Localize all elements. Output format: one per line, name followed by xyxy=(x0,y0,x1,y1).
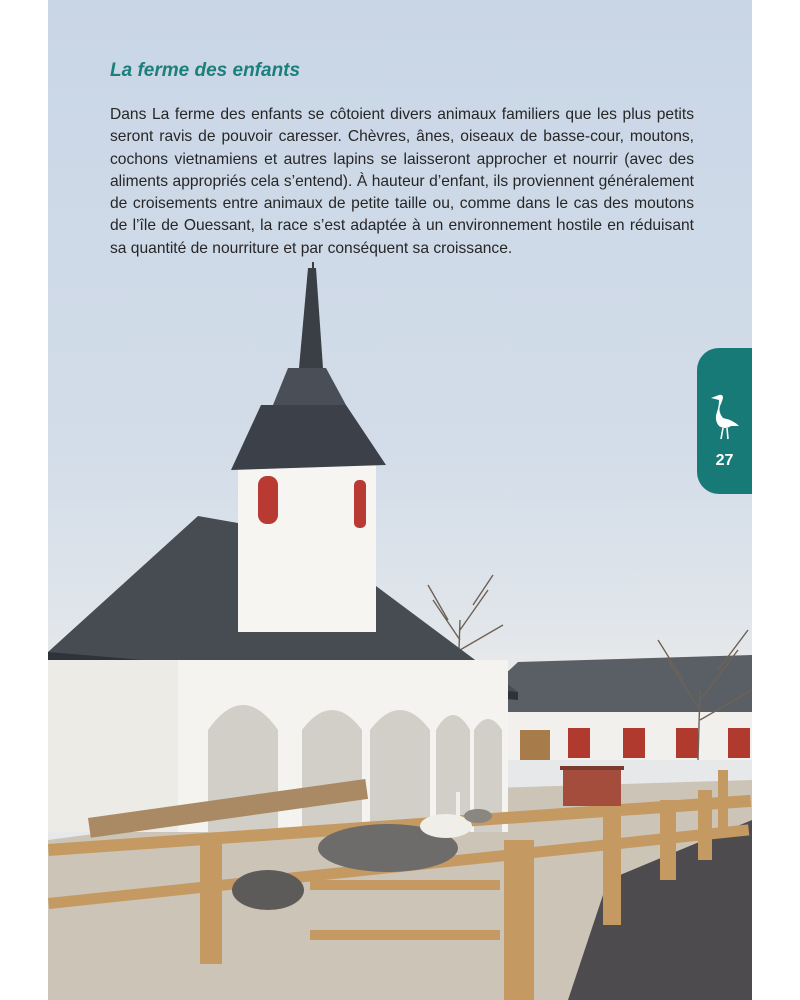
page xyxy=(48,0,752,1000)
section-body: Dans La ferme des enfants se côtoient divers animaux familiers que les plus petits seront ravis de pouvoir caresser. Chèvres, ânes, oiseaux de basse-cour, moutons, cochons vietnamiens et autres lapins se laisseront approcher et nourrir (avec des aliments appropriés cela s’entend). À hauteur d’enfant, ils proviennent généralement de croisements entre animaux de petite taille ou, comme dans le cas des moutons de l’île de Ouessant, la race s’est adaptée à un environnement hostile en réduisant sa quantité de nourriture et par conséquent sa croissance. xyxy=(110,106,694,257)
section-title: La ferme des enfants xyxy=(110,60,301,81)
page-number: 27 xyxy=(715,452,734,469)
heron-icon xyxy=(705,390,745,440)
page-tab xyxy=(697,348,752,494)
